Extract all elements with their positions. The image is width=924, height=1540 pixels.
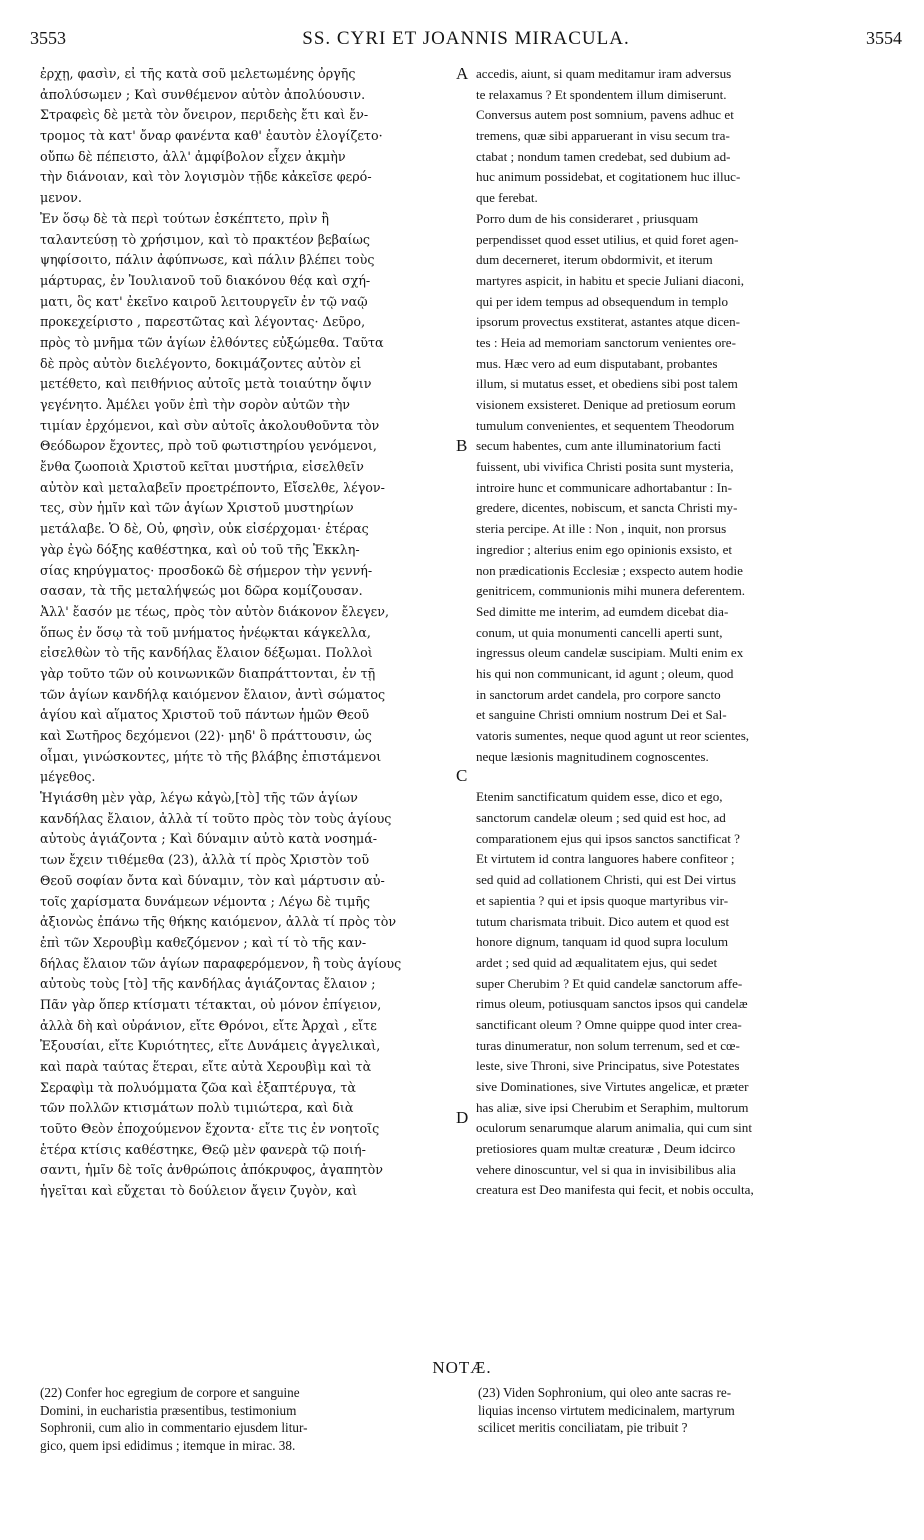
greek-text-line: ματι, ὃς κατ' ἐκεῖνο καιροῦ λειτουργεῖν ἐν τῷ ναῷ [40,293,368,309]
latin-text-line: pretiosiores quam multæ creaturæ , Deum idcirco [476,1141,736,1157]
greek-text-line: δὲ πρὸς αὐτὸν διελέγοντο, δοκιμάζοντες αὐτὸν εἰ [40,355,362,371]
greek-text-line: Ἐν ὅσῳ δὲ τὰ περὶ τούτων ἐσκέπτετο, πρὶν ἢ [40,210,329,226]
latin-text-line: steria percipe. At ille : Non , inquit, non prorsus [476,521,727,537]
latin-text-line: non prædicationis Ecclesiæ ; exspecto autem hodie [476,562,743,578]
latin-text-line: vehere dinoscuntur, vel si qua in invisibilibus alia [476,1161,736,1177]
latin-text-line: Et virtutem id contra languores habere confiteor ; [476,851,735,867]
running-header [30,28,902,58]
greek-text-line: σασαν, τὰ τῆς μεταλήψεώς μοι δῶρα κομίζουσαν. [40,583,363,599]
greek-text-line: μετάλαβε. Ὁ δὲ, Οὐ, φησὶν, οὐκ εἰσέρχομαι· ἑτέρας [40,521,369,537]
latin-text-line: tremens, quæ sibi apparuerant in visu secum tra- [476,128,730,144]
greek-text-line: γεγένητο. Ἀμέλει γοῦν ἐπὶ τὴν σορὸν αὐτῶν τὴν [40,397,351,412]
greek-text-line: ἐρχῃ, φασὶν, εἰ τῆς κατὰ σοῦ μελετωμένης ὀργῆς [40,66,356,81]
footnote-line: Domini, in eucharistia præsentibus, testimonium [40,1402,297,1418]
greek-text-line: ἀξιονὼς ἐπάνω τῆς θήκης καιόμενον, ἀλλὰ τί πρὸς τὸν [40,914,397,930]
latin-text-line: ingressus oleum candelæ suscipiam. Multi enim ex [476,645,744,661]
latin-text-line: his qui non communicant, id agunt ; oleum, quod [476,665,734,681]
greek-text-line: ψηφίσοιτο, πάλιν ἀφύπνωσε, καὶ πάλιν βλέπει τοὺς [40,252,375,268]
latin-text-line: sanctorum candelæ oleum ; sed quid est hoc, ad [476,810,726,826]
greek-text-line: ἀλλὰ δὴ καὶ οὐράνιον, εἴτε Θρόνοι, εἴτε Ἀρχαὶ , εἴτε [40,1017,377,1033]
section-marker-d: D [456,1108,469,1127]
latin-text-line: ingredior ; alterius enim ego opinionis exsisto, et [476,541,733,557]
latin-text-line: visionem exsisteret. Denique ad pretiosum eorum [476,397,736,412]
greek-text-line: ἔνθα ζωοποιὰ Χριστοῦ κεῖται μυστήρια, εἰσελθεῖν [40,459,364,475]
running-title: SS. CYRI ET JOANNIS MIRACULA. [302,28,630,49]
greek-text-line: αὐτοὺς τοὺς [τὸ] τῆς κανδήλας ἁγιάζοντας ἔλαιον ; [40,976,376,992]
greek-text-line: Πᾶν γὰρ ὅπερ κτίσματι τέτακται, οὐ μόνον ἐπίγειον, [40,996,382,1012]
paragraph-gap [476,767,900,787]
greek-text-line: τὴν διάνοιαν, καὶ τὸν λογισμὸν τῇδε κἀκεῖσε φερό- [40,169,372,185]
latin-text-line: secum habentes, cum ante illuminatorium facti [476,438,722,454]
greek-text-line: δήλας ἔλαιον τῶν ἁγίων παραφερόμενον, ἢ τοὺς ἁγίους [40,955,402,971]
latin-text-line: sed quid ad collationem Christi, qui est Dei virtus [476,872,737,888]
greek-text-line: τῶν ἁγίων κανδήλᾳ καιόμενον ἔλαιον, ἀντὶ σώματος [40,686,386,702]
greek-text-line: τες, σὺν ἡμῖν καὶ τῶν ἁγίων Χριστοῦ μυστηρίων [40,500,354,516]
latin-text-line: rimus oleum, potiusquam sanctos ipsos qui candelæ [476,996,748,1012]
footnote-line: Sophronii, cum alio in commentario ejusdem litur- [40,1420,308,1436]
greek-text-line: ἀπολύσωμεν ; Καὶ συνθέμενον αὐτὸν ἀπολύουσιν. [40,86,366,102]
greek-text-line: Ἡγιάσθη μὲν γὰρ, λέγω κἀγὼ,[τὸ] τῆς τῶν ἁγίων [40,790,358,806]
greek-text-line: σίας κηρύγματος· προσδοκῶ δὲ σήμερον τὴν γεννή- [40,562,373,578]
latin-text-line: comparationem ejus qui ipsos sanctos sanctificat ? [476,830,740,846]
greek-column [40,64,458,1202]
greek-text-line: ταλαντεύσῃ τὸ χρήσιμον, καὶ τὸ πρακτέον βεβαίως [40,231,370,247]
latin-text-line: mus. Hæc vero ad eum disputabant, probantes [476,355,718,371]
greek-text-line: πρὸς τὸ μνῆμα τῶν ἁγίων ἐλθόντες εὐξώμεθα. Ταῦτα [40,334,384,350]
latin-text-line: illum, si mutatus esset, et obediens sibi post talem [476,376,738,392]
latin-text-line: oculorum senarumque alarum animalia, qui cum sint [476,1120,752,1136]
latin-text-line: que ferebat. [476,190,538,206]
greek-text-line: ὅπως ἐν ὅσῳ τὰ τοῦ μνήματος ἠνέῳκται κάγκελλα, [40,624,371,640]
latin-text-line: turas dinumeratur, non solum terrenum, sed et cœ- [476,1037,740,1053]
greek-text-line: οἶμαι, γινώσκοντες, μήτε τὸ τῆς βλάβης ἐπιστάμενοι [40,748,382,764]
latin-text-line: tumulum convenientes, et sequentem Theodorum [476,417,735,433]
latin-text-line: genitricem, communionis mihi munera deferentem. [476,583,746,599]
latin-text-line: Porro dum de his consideraret , priusquam [476,210,699,226]
greek-text-line: Ἐξουσίαι, εἴτε Κυριότητες, εἴτε Δυνάμεις ἀγγελικαὶ, [40,1038,381,1054]
greek-text-line: Ἀλλ' ἔασόν με τέως, πρὸς τὸν αὐτὸν διάκονον ἔλεγεν, [40,603,389,619]
latin-text-line: leste, sive Throni, sive Principatus, sive Potestates [476,1058,740,1074]
section-marker-b: B [456,436,468,455]
latin-text-line: in sanctorum ardet candela, pro corpore sancto [476,686,721,702]
latin-text-line: ipsorum provectus exstiterat, astantes atque dicen- [476,314,740,330]
greek-text-line: Στραφεὶς δὲ μετὰ τὸν ὄνειρον, περιδεὴς ἔτι καὶ ἔν- [40,107,369,123]
greek-text-line: Θεοῦ σοφίαν ὄντα καὶ δύναμιν, τὸν καὶ μάρτυσιν αὐ- [40,872,385,888]
greek-text-line: τοῦτο Θεὸν ἐποχούμενον ἔχοντα· εἴτε τις ἐν νοητοῖς [40,1121,380,1137]
section-marker-a: A [456,64,469,83]
latin-text-line: perpendisset quod esset utilius, et quid foret agen- [476,231,739,247]
greek-text-line: γὰρ τοῦτο τῶν οὐ κοινωνικῶν διαπράττονται, ἐν τῇ [40,665,376,681]
greek-text-line: τοῖς χαρίσματα δυνάμεων νέμοντα ; Λέγω δὲ τιμῆς [40,893,371,909]
greek-text-line: εἰσελθὼν τὸ τῆς κανδήλας ἔλαιον δέξωμαι. Πολλοὶ [40,645,373,661]
footnote-22 [40,1384,460,1454]
latin-text-line: Etenim sanctificatum quidem esse, dico et ego, [476,789,723,805]
greek-text-line: τιμίαν ἐρχόμενοι, καὶ σὺν αὐτοῖς ἀκολουθοῦντα τὸν [40,417,380,433]
latin-text-line: sive Dominationes, sive Virtutes angelicæ, et præter [476,1079,749,1094]
footnote-line: (22) Confer hoc egregium de corpore et sanguine [40,1385,300,1400]
latin-text-line: huc animum possidebat, et cogitationem huc illuc- [476,169,741,185]
greek-text-line: μέγεθος. [40,769,96,785]
footnote-line: liquias incenso virtutem medicinalem, martyrum [478,1402,735,1418]
greek-text-line: ἐπὶ τῶν Χερουβὶμ καθεζόμενον ; καὶ τί τὸ τῆς καν- [40,934,367,950]
greek-text-line: μετέθετο, καὶ πειθήνιος αὐτοῖς μετὰ τοιαύτην ὄψιν [40,376,372,392]
latin-text-line: te relaxamus ? Et spondentem illum dimiserunt. [476,86,727,102]
greek-text-line: Σεραφὶμ τὰ πολυόμματα ζῶα καὶ ἑξαπτέρυγα, τὰ [40,1079,356,1095]
latin-text-line: tes : Heia ad memoriam sanctorum venientes ore- [476,334,736,350]
greek-text-line: αὐτὸν καὶ μεταλαβεῖν προετρέποντο, Εἴσελθε, λέγον- [40,479,385,495]
greek-text-line: προκεχείριστο , παρεστῶτας καὶ λέγοντας· Δεῦρο, [40,314,366,330]
latin-text-line: et sanguine Christi omnium nostrum Dei et Sal- [476,707,727,723]
page-number-left: 3553 [30,28,66,48]
latin-text-line: Conversus autem post somnium, pavens adhuc et [476,107,734,123]
greek-text-line: των ἔχειν τιθέμεθα (23), ἀλλὰ τί πρὸς Χριστὸν τοῦ [40,852,370,868]
greek-text-line: καὶ Σωτῆρος δεχόμενοι (22)· μηδ' ὃ πράττουσιν, ὡς [40,728,372,743]
latin-text-line: qui per idem tempus ad obsequendum in templo [476,293,729,309]
greek-text-line: ἡγεῖται καὶ εὔχεται τὸ δούλειον ἄγειν ζυγὸν, καὶ [40,1183,358,1199]
latin-text-line: super Cherubim ? Et quid candelæ sanctorum affe- [476,975,743,991]
footnote-line: gico, quem ipsi edidimus ; itemque in mirac. 38. [40,1437,296,1453]
notes-heading: NOTÆ. [432,1358,492,1377]
latin-text-line: has aliæ, sive ipsi Cherubim et Seraphim, multorum [476,1099,749,1115]
latin-text-line: creatura est Deo manifesta qui fecit, et nobis occulta, [476,1182,754,1198]
greek-text-line: οὔπω δὲ πέπειστο, ἀλλ' ἀμφίβολον εἶχεν ἀκμὴν [40,148,346,164]
greek-text-line: ἑτέρα κτίσις καθέστηκε, Θεῷ μὲν φανερὰ τῷ ποιή- [40,1141,366,1157]
latin-text-line: accedis, aiunt, si quam meditamur iram adversus [476,66,732,81]
latin-text-line: martyres aspicit, in habitu et specie Juliani diaconi, [476,272,744,288]
greek-text-line: Θεόδωρον ἔχοντες, πρὸ τοῦ φωτιστηρίου γενόμενοι, [40,438,377,454]
greek-text-line: μενον. [40,190,82,206]
latin-text-line: neque læsionis magnitudinem cognoscentes. [476,748,709,764]
greek-text-line: ἁγίου καὶ αἵματος Χριστοῦ τοῦ πάντων ἡμῶν Θεοῦ [40,707,370,723]
latin-text-line: honore dignum, tanquam id quod supra loculum [476,934,729,950]
latin-text-line: tutum charismata tribuit. Dico autem et quod est [476,913,730,929]
latin-text-line: introire hunc et communicare adhortabantur : In- [476,479,732,495]
latin-text-line: gredere, dicentes, nobiscum, et sancta Christi my- [476,500,738,516]
greek-text-line: τῶν πολλῶν κτισμάτων πολὺ τιμιώτερα, καὶ διὰ [40,1100,354,1116]
greek-text-line: γὰρ ἐγὼ δόξης καθέστηκα, καὶ οὐ τοῦ τῆς Ἐκκλη- [40,541,360,557]
latin-text-line: ardet ; sed quid ad æqualitatem ejus, qui sedet [476,954,718,970]
greek-text-line: τρομος τὰ κατ' ὄναρ φανέντα καθ' ἑαυτὸν ἐλογίζετο· [40,128,383,144]
greek-text-line: μάρτυρας, ἐν Ἰουλιανοῦ τοῦ διακόνου θέᾳ καὶ σχή- [40,272,371,288]
greek-text-line: καὶ παρὰ ταύτας ἕτεραι, εἴτε αὐτὰ Χερουβὶμ καὶ τὰ [40,1059,372,1074]
latin-text-line: Sed dimitte me interim, ad eumdem dicebat dia- [476,603,729,619]
latin-text-line: conum, ut quia monumenti cancelli aperti sunt, [476,624,723,640]
greek-text-line: αὐτοὺς ἁγιάζοντα ; Καὶ δύναμιν αὐτὸ κατὰ νοσημά- [40,831,378,847]
page-number-right: 3554 [866,28,902,48]
latin-column [476,64,900,1201]
latin-text-line: sanctificant oleum ? Omne quippe quod inter crea- [476,1016,742,1032]
latin-text-line: fuissent, ubi vivifica Christi posita sunt mysteria, [476,459,734,475]
latin-text-line: vatoris sumentes, neque quod agunt ut reor scientes, [476,728,750,743]
section-marker-c: C [456,766,468,785]
latin-text-line: dum decerneret, iterum obdormivit, et iterum [476,252,713,268]
latin-text-line: et sapientia ? qui et ipsis quoque martyribus vir- [476,892,729,908]
footnote-line: scilicet meritis conciliatam, pie tribuit ? [478,1420,688,1436]
greek-text-line: σαντι, ἡμῖν δὲ τοῖς ἀνθρώποις ἀπόκρυφος, ἀγαπητὸν [40,1162,384,1178]
footnote-line: (23) Viden Sophronium, qui oleo ante sacras re- [478,1385,732,1400]
greek-text-line: κανδήλας ἔλαιον, ἀλλὰ τί τοῦτο πρὸς τὸν τοὺς ἁγίους [40,810,392,826]
footnote-23 [478,1384,900,1437]
latin-text-line: ctabat ; nondum tamen credebat, sed dubium ad- [476,148,731,164]
